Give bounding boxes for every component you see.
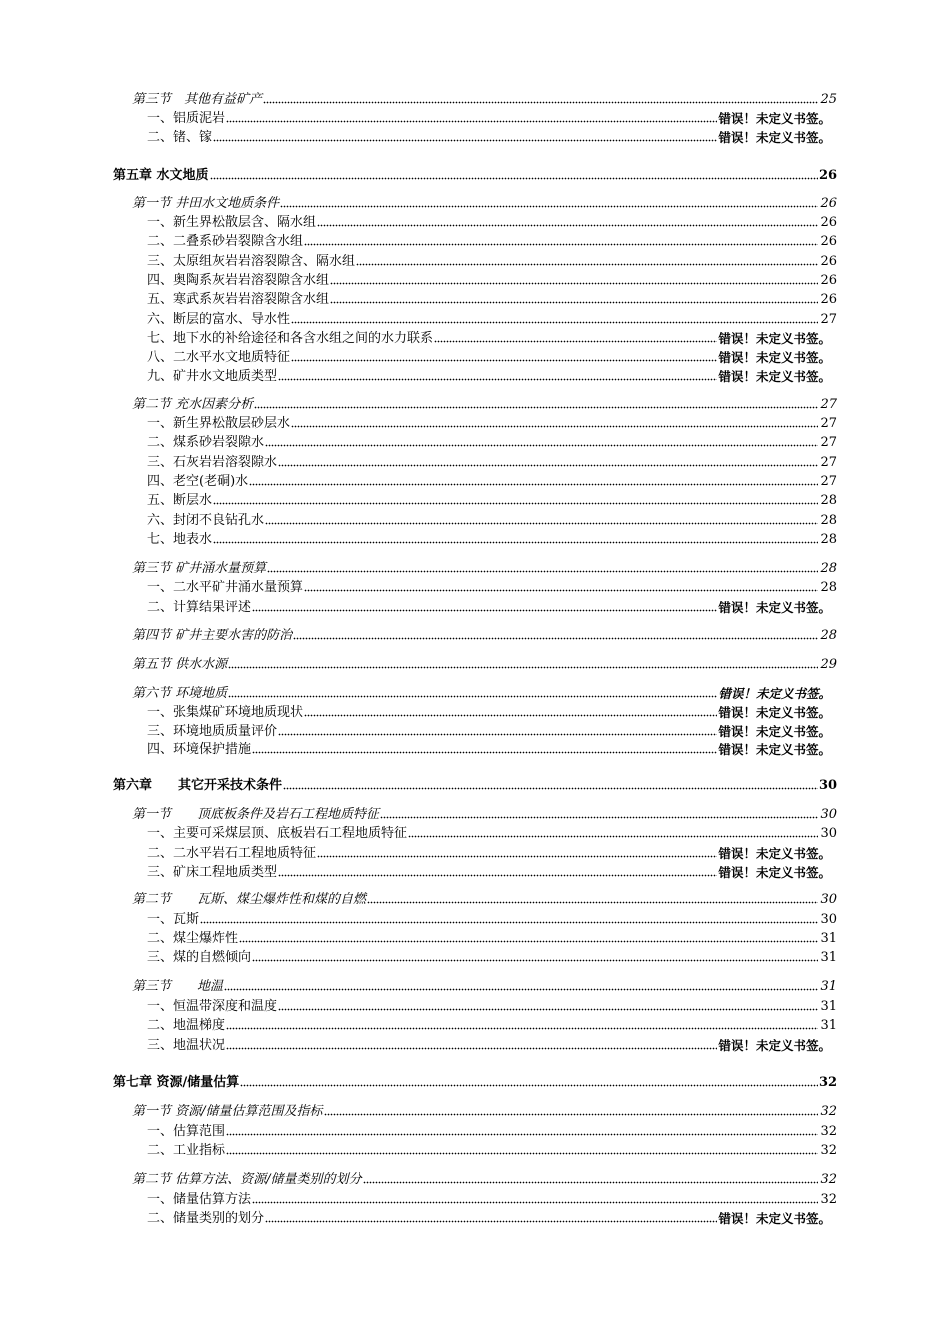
toc-entry-item[interactable]	[0, 308, 950, 327]
toc-entry-page-number: 29	[820, 657, 837, 672]
toc-entry-page-number: 32	[820, 1104, 837, 1119]
toc-entry-item[interactable]	[0, 927, 950, 946]
toc-entry-label: 五、断层水	[147, 493, 213, 508]
toc-entry-item[interactable]	[0, 596, 950, 615]
toc-dot-leader	[434, 340, 717, 343]
toc-dot-leader	[252, 751, 717, 754]
toc-dot-leader	[280, 205, 818, 208]
toc-entry-label: 第五节 供水水源	[132, 657, 228, 672]
toc-entry-label: 六、断层的富水、导水性	[147, 312, 291, 327]
toc-dot-leader	[324, 1113, 818, 1116]
toc-dot-leader	[263, 101, 818, 104]
toc-entry-label: 三、太原组灰岩岩溶裂隙含、隔水组	[147, 254, 356, 269]
toc-entry-section[interactable]	[0, 624, 950, 643]
toc-dot-leader	[367, 901, 818, 904]
toc-dot-leader	[304, 714, 717, 717]
toc-entry-item[interactable]	[0, 107, 950, 126]
toc-dot-leader	[252, 959, 818, 962]
toc-entry-page-number: 26	[820, 273, 837, 288]
toc-entry-page-number: 30	[819, 778, 838, 793]
toc-entry-item[interactable]	[0, 946, 950, 965]
toc-entry-section[interactable]	[0, 975, 950, 994]
toc-dot-leader	[363, 1181, 818, 1184]
toc-entry-page-number: 30	[820, 892, 837, 907]
toc-entry-page-number: 28	[820, 493, 837, 508]
toc-dot-leader	[291, 359, 717, 362]
toc-entry-label: 三、煤的自燃倾向	[147, 950, 252, 965]
toc-dot-leader	[200, 921, 818, 924]
toc-entry-page-number: 26	[819, 168, 838, 183]
toc-entry-chapter[interactable]	[0, 164, 950, 183]
toc-entry-label: 第二节 估算方法、资源/储量类别的划分	[132, 1172, 362, 1187]
toc-entry-label: 第四节 矿井主要水害的防治	[132, 628, 293, 643]
toc-entry-page-number: 27	[820, 397, 837, 412]
toc-dot-leader	[317, 224, 818, 227]
toc-entry-label: 二、二叠系砂岩裂隙含水组	[147, 234, 304, 249]
toc-dot-leader	[278, 874, 717, 877]
toc-dot-leader	[356, 263, 818, 266]
toc-entry-label: 七、地下水的补给途径和各含水组之间的水力联系	[147, 331, 434, 346]
toc-entry-item[interactable]	[0, 431, 950, 450]
toc-entry-label: 七、地表水	[147, 532, 213, 547]
toc-entry-page-number: 26	[820, 215, 837, 230]
toc-entry-page-number: 31	[820, 931, 837, 946]
toc-dot-leader	[254, 406, 818, 409]
toc-entry-page-number: 31	[820, 999, 837, 1014]
toc-entry-label: 九、矿井水文地质类型	[147, 369, 278, 384]
toc-dot-leader	[330, 301, 818, 304]
toc-dot-leader	[293, 637, 818, 640]
toc-entry-item[interactable]	[0, 250, 950, 269]
toc-entry-item[interactable]	[0, 451, 950, 470]
toc-dot-leader	[265, 1220, 717, 1223]
toc-entry-label: 四、奥陶系灰岩岩溶裂隙含水组	[147, 273, 330, 288]
toc-entry-label: 三、石灰岩岩溶裂隙水	[147, 455, 278, 470]
toc-entry-label: 一、铝质泥岩	[147, 111, 226, 126]
toc-entry-bookmark-error: 错误！未定义书签。	[718, 369, 831, 384]
toc-dot-leader	[226, 1152, 818, 1155]
toc-entry-item[interactable]	[0, 822, 950, 841]
toc-entry-label: 四、老空(老硐)水	[147, 474, 249, 489]
toc-entry-label: 一、主要可采煤层顶、底板岩石工程地质特征	[147, 826, 408, 841]
toc-entry-page-number: 30	[820, 826, 837, 841]
toc-entry-section[interactable]	[0, 1168, 950, 1187]
toc-dot-leader	[226, 1133, 818, 1136]
toc-dot-leader	[226, 1027, 818, 1030]
toc-entry-item[interactable]	[0, 269, 950, 288]
toc-entry-bookmark-error: 错误！未定义书签。	[718, 724, 831, 739]
toc-entry-item[interactable]	[0, 738, 950, 757]
toc-dot-leader	[278, 1008, 818, 1011]
toc-dot-leader	[408, 835, 818, 838]
toc-entry-label: 二、地温梯度	[147, 1018, 226, 1033]
toc-dot-leader	[252, 609, 717, 612]
toc-entry-item[interactable]	[0, 489, 950, 508]
toc-entry-section[interactable]	[0, 888, 950, 907]
toc-entry-bookmark-error: 错误！未定义书签。	[718, 742, 831, 757]
toc-entry-bookmark-error: 错误！未定义书签。	[718, 686, 831, 701]
toc-entry-item[interactable]	[0, 1188, 950, 1207]
toc-entry-item[interactable]	[0, 126, 950, 145]
toc-entry-label: 五、寒武系灰岩岩溶裂隙含水组	[147, 292, 330, 307]
toc-entry-item[interactable]	[0, 701, 950, 720]
toc-dot-leader	[239, 940, 818, 943]
toc-entry-label: 八、二水平水文地质特征	[147, 350, 291, 365]
toc-dot-leader	[330, 282, 818, 285]
toc-dot-leader	[283, 787, 818, 790]
toc-entry-label: 第二节 充水因素分析	[132, 397, 254, 412]
toc-entry-bookmark-error: 错误！未定义书签。	[718, 350, 831, 365]
toc-entry-page-number: 26	[820, 196, 837, 211]
toc-entry-label: 第一节 顶底板条件及岩石工程地质特征	[132, 807, 380, 822]
toc-entry-page-number: 28	[820, 532, 837, 547]
toc-dot-leader	[278, 464, 818, 467]
toc-entry-page-number: 26	[820, 292, 837, 307]
toc-entry-label: 二、煤尘爆炸性	[147, 931, 239, 946]
toc-dot-leader	[249, 483, 818, 486]
toc-entry-label: 第六节 环境地质	[132, 686, 228, 701]
toc-entry-page-number: 28	[820, 628, 837, 643]
toc-entry-item[interactable]	[0, 1034, 950, 1053]
toc-entry-section[interactable]	[0, 557, 950, 576]
toc-entry-item[interactable]	[0, 509, 950, 528]
toc-entry-item[interactable]	[0, 861, 950, 880]
toc-entry-label: 二、储量类别的划分	[147, 1211, 265, 1226]
toc-entry-page-number: 25	[820, 92, 837, 107]
toc-entry-page-number: 32	[820, 1124, 837, 1139]
toc-entry-label: 第二节 瓦斯、煤尘爆炸性和煤的自燃	[132, 892, 367, 907]
toc-entry-page-number: 27	[820, 416, 837, 431]
toc-entry-page-number: 32	[820, 1172, 837, 1187]
toc-entry-item[interactable]	[0, 412, 950, 431]
toc-entry-label: 一、估算范围	[147, 1124, 226, 1139]
toc-entry-page-number: 32	[820, 1143, 837, 1158]
toc-entry-label: 六、封闭不良钻孔水	[147, 513, 265, 528]
toc-entry-label: 二、二水平岩石工程地质特征	[147, 846, 317, 861]
toc-entry-item[interactable]	[0, 842, 950, 861]
toc-entry-page-number: 32	[820, 1192, 837, 1207]
toc-dot-leader	[228, 666, 818, 669]
toc-dot-leader	[304, 243, 818, 246]
toc-entry-item[interactable]	[0, 211, 950, 230]
toc-entry-section[interactable]	[0, 803, 950, 822]
toc-entry-section[interactable]	[0, 192, 950, 211]
toc-entry-label: 二、煤系砂岩裂隙水	[147, 435, 265, 450]
toc-entry-item[interactable]	[0, 327, 950, 346]
toc-entry-chapter[interactable]	[0, 774, 950, 793]
toc-entry-item[interactable]	[0, 1120, 950, 1139]
toc-entry-bookmark-error: 错误！未定义书签。	[718, 846, 831, 861]
toc-entry-label: 三、地温状况	[147, 1038, 226, 1053]
toc-entry-page-number: 26	[820, 254, 837, 269]
toc-dot-leader	[252, 1201, 818, 1204]
toc-dot-leader	[213, 502, 818, 505]
toc-entry-item[interactable]	[0, 908, 950, 927]
toc-entry-label: 第七章 资源/储量估算	[113, 1075, 240, 1090]
toc-entry-label: 二、工业指标	[147, 1143, 226, 1158]
toc-entry-page-number: 31	[820, 950, 837, 965]
toc-entry-item[interactable]	[0, 528, 950, 547]
toc-entry-label: 一、瓦斯	[147, 912, 200, 927]
toc-entry-label: 第三节 其他有益矿产	[132, 92, 263, 107]
toc-entry-item[interactable]	[0, 1139, 950, 1158]
toc-entry-label: 三、矿床工程地质类型	[147, 865, 278, 880]
toc-entry-page-number: 30	[820, 912, 837, 927]
toc-entry-bookmark-error: 错误！未定义书签。	[718, 1211, 831, 1226]
toc-entry-page-number: 32	[819, 1075, 838, 1090]
toc-entry-item[interactable]	[0, 288, 950, 307]
toc-dot-leader	[226, 1047, 717, 1050]
toc-dot-leader	[228, 695, 717, 698]
toc-entry-item[interactable]	[0, 995, 950, 1014]
toc-entry-label: 一、储量估算方法	[147, 1192, 252, 1207]
toc-dot-leader	[226, 120, 717, 123]
toc-dot-leader	[213, 541, 818, 544]
toc-entry-bookmark-error: 错误！未定义书签。	[718, 865, 831, 880]
toc-dot-leader	[210, 177, 818, 180]
toc-entry-bookmark-error: 错误！未定义书签。	[718, 600, 831, 615]
toc-entry-label: 第三节 矿井涌水量预算	[132, 561, 267, 576]
toc-dot-leader	[240, 1084, 818, 1087]
toc-entry-bookmark-error: 错误！未定义书签。	[718, 705, 831, 720]
toc-entry-label: 二、锗、镓	[147, 130, 213, 145]
toc-entry-section[interactable]	[0, 653, 950, 672]
toc-entry-label: 四、环境保护措施	[147, 742, 252, 757]
toc-entry-page-number: 26	[820, 234, 837, 249]
toc-entry-page-number: 27	[820, 435, 837, 450]
toc-dot-leader	[278, 378, 717, 381]
toc-entry-label: 二、计算结果评述	[147, 600, 252, 615]
toc-entry-page-number: 31	[820, 1018, 837, 1033]
toc-dot-leader	[265, 444, 818, 447]
toc-dot-leader	[265, 522, 818, 525]
toc-entry-bookmark-error: 错误！未定义书签。	[718, 111, 831, 126]
toc-entry-page-number: 28	[820, 580, 837, 595]
toc-dot-leader	[317, 855, 717, 858]
toc-entry-page-number: 27	[820, 312, 837, 327]
toc-entry-label: 第六章 其它开采技术条件	[113, 778, 283, 793]
toc-entry-bookmark-error: 错误！未定义书签。	[718, 331, 831, 346]
toc-entry-item[interactable]	[0, 1207, 950, 1226]
toc-entry-page-number: 28	[820, 561, 837, 576]
toc-entry-bookmark-error: 错误！未定义书签。	[718, 1038, 831, 1053]
toc-entry-label: 三、环境地质质量评价	[147, 724, 278, 739]
toc-entry-page-number: 28	[820, 513, 837, 528]
toc-entry-item[interactable]	[0, 576, 950, 595]
toc-entry-item[interactable]	[0, 720, 950, 739]
toc-entry-label: 一、恒温带深度和温度	[147, 999, 278, 1014]
toc-entry-label: 一、新生界松散层含、隔水组	[147, 215, 317, 230]
toc-entry-label: 一、张集煤矿环境地质现状	[147, 705, 304, 720]
toc-entry-page-number: 31	[820, 979, 837, 994]
toc-dot-leader	[213, 139, 717, 142]
toc-entry-label: 第一节 井田水文地质条件	[132, 196, 280, 211]
toc-entry-page-number: 30	[820, 807, 837, 822]
toc-dot-leader	[224, 988, 818, 991]
toc-entry-item[interactable]	[0, 365, 950, 384]
toc-entry-label: 一、新生界松散层砂层水	[147, 416, 291, 431]
toc-entry-item[interactable]	[0, 470, 950, 489]
toc-entry-section[interactable]	[0, 1100, 950, 1119]
toc-dot-leader	[267, 570, 818, 573]
toc-entry-section[interactable]	[0, 393, 950, 412]
toc-entry-label: 第五章 水文地质	[113, 168, 209, 183]
toc-entry-page-number: 27	[820, 474, 837, 489]
toc-entry-label: 一、二水平矿井涌水量预算	[147, 580, 304, 595]
toc-entry-section[interactable]	[0, 682, 950, 701]
toc-entry-item[interactable]	[0, 1014, 950, 1033]
toc-entry-label: 第三节 地温	[132, 979, 224, 994]
toc-entry-bookmark-error: 错误！未定义书签。	[718, 130, 831, 145]
toc-dot-leader	[278, 733, 717, 736]
toc-dot-leader	[304, 589, 818, 592]
toc-entry-item[interactable]	[0, 230, 950, 249]
toc-entry-section[interactable]	[0, 88, 950, 107]
toc-dot-leader	[380, 816, 818, 819]
toc-dot-leader	[291, 425, 818, 428]
toc-entry-label: 第一节 资源/储量估算范围及指标	[132, 1104, 323, 1119]
toc-entry-item[interactable]	[0, 346, 950, 365]
toc-entry-chapter[interactable]	[0, 1071, 950, 1090]
toc-dot-leader	[291, 321, 818, 324]
toc-entry-page-number: 27	[820, 455, 837, 470]
